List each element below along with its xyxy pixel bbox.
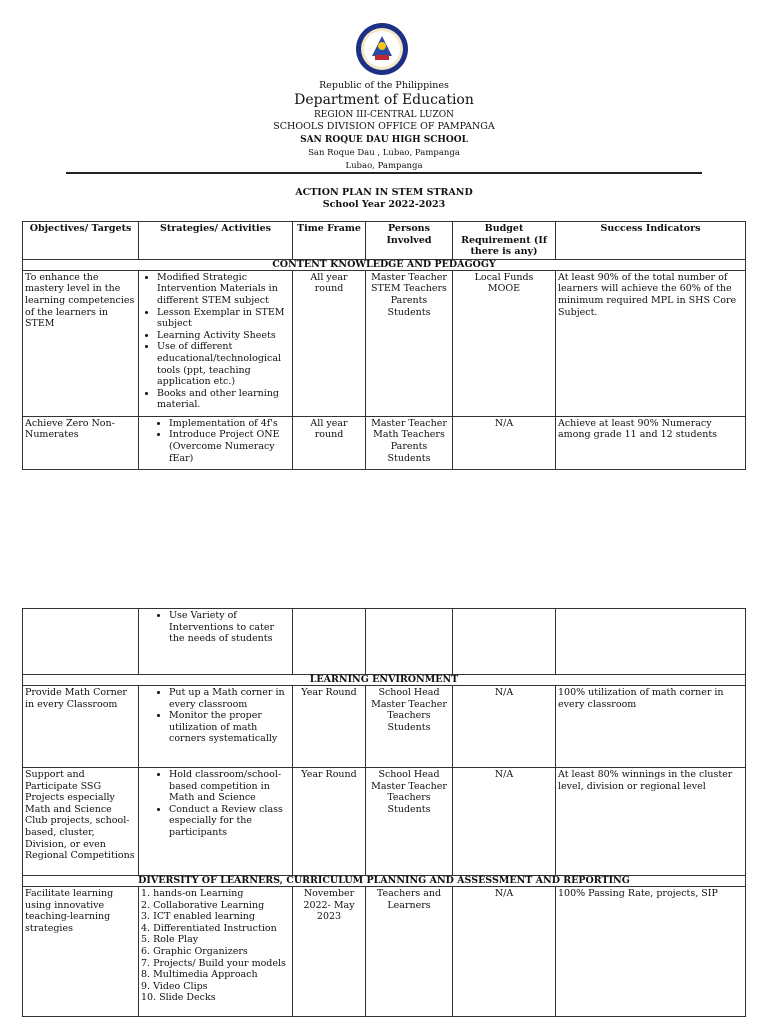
list-item: • Use Variety of Interventions to cater the needs of students bbox=[169, 610, 290, 645]
list-item: 5. Role Play bbox=[141, 934, 199, 946]
list-item: 9. Video Clips bbox=[141, 980, 208, 992]
column-header: Objectives/ Targets bbox=[23, 222, 139, 260]
column-header: Time Frame bbox=[293, 222, 366, 260]
persons-cell bbox=[366, 686, 453, 768]
action-plan-table-page2 bbox=[22, 608, 746, 1017]
person-entry: Parents bbox=[390, 440, 428, 452]
indicator-cell: At least 80% winnings in the cluster level, division or regional level bbox=[556, 768, 746, 876]
strategies-cell bbox=[139, 768, 293, 876]
table-row bbox=[23, 609, 746, 675]
persons-cell: Teachers and Learners bbox=[366, 887, 453, 1017]
list-item: 3. ICT enabled learning bbox=[141, 911, 255, 923]
header-region: REGION III-CENTRAL LUZON bbox=[314, 110, 454, 120]
list-item: 1. hands-on Learning bbox=[141, 888, 244, 899]
persons-cell bbox=[366, 609, 453, 675]
header-divider bbox=[66, 172, 702, 174]
budget-entry: MOOE bbox=[487, 283, 521, 295]
person-entry: Students bbox=[387, 452, 431, 464]
budget-cell: N/A bbox=[453, 768, 556, 876]
person-entry: STEM Teachers bbox=[371, 283, 447, 295]
person-entry: Students bbox=[387, 721, 431, 733]
list-item: • Lesson Exemplar in STEM subject bbox=[157, 307, 290, 330]
header-address: San Roque Dau , Lubao, Pampanga bbox=[308, 148, 460, 158]
budget-cell: N/A bbox=[453, 416, 556, 469]
list-item: 6. Graphic Organizers bbox=[141, 945, 248, 957]
section-row bbox=[23, 675, 746, 686]
list-item: 10. Slide Decks bbox=[141, 992, 216, 1004]
time-frame-cell: All year round bbox=[293, 416, 366, 469]
person-entry: Math Teachers bbox=[373, 429, 445, 441]
person-entry: Master Teacher bbox=[371, 271, 447, 283]
list-item: • Learning Activity Sheets bbox=[157, 330, 290, 342]
list-item: 8. Multimedia Approach bbox=[141, 969, 258, 981]
person-entry: Teachers bbox=[387, 710, 431, 722]
list-item: • Hold classroom/school-based competition in Math and Science bbox=[169, 769, 290, 804]
objective-cell bbox=[23, 609, 139, 675]
time-frame-cell: All year round bbox=[293, 270, 366, 416]
list-item: • Books and other learning material. bbox=[157, 388, 290, 411]
header-division: SCHOOLS DIVISION OFFICE OF PAMPANGA bbox=[273, 121, 495, 132]
budget-cell bbox=[453, 609, 556, 675]
person-entry: Parents bbox=[390, 294, 428, 306]
deped-seal-logo bbox=[355, 22, 409, 76]
person-entry: Teachers bbox=[387, 792, 431, 804]
person-entry: Master Teacher bbox=[371, 780, 447, 792]
objective-cell: Provide Math Corner in every Classroom bbox=[23, 686, 139, 768]
table-header-row bbox=[23, 222, 746, 260]
budget-cell: N/A bbox=[453, 686, 556, 768]
budget-entry: Local Funds bbox=[474, 271, 534, 283]
person-entry: Master Teacher bbox=[371, 417, 447, 429]
list-item: • Use of different educational/technological tools (ppt, teaching application etc.) bbox=[157, 341, 290, 387]
table-row bbox=[23, 416, 746, 469]
action-plan-table-page1 bbox=[22, 221, 746, 470]
objective-cell: Support and Participate SSG Projects especially Math and Science Club projects, school-based, cluster, Division, or even Regional Competitions bbox=[23, 768, 139, 876]
indicator-cell: 100% Passing Rate, projects, SIP bbox=[556, 887, 746, 1017]
section-title: DIVERSITY OF LEARNERS, CURRICULUM PLANNING AND ASSESSMENT AND REPORTING bbox=[23, 876, 746, 887]
list-item: • Implementation of 4f's bbox=[169, 418, 290, 430]
person-entry: School Head bbox=[378, 769, 440, 780]
header-department: Department of Education bbox=[294, 92, 474, 108]
table-row bbox=[23, 686, 746, 768]
strategies-cell bbox=[139, 686, 293, 768]
person-entry: Master Teacher bbox=[371, 698, 447, 710]
person-entry: School Head bbox=[378, 687, 440, 698]
list-item: • Monitor the proper utilization of math corners systematically bbox=[169, 710, 290, 745]
time-frame-cell: Year Round bbox=[293, 686, 366, 768]
indicator-cell: At least 90% of the total number of learners will achieve the 60% of the minimum required MPL in SHS Core Subject. bbox=[556, 270, 746, 416]
objective-cell: Facilitate learning using innovative teaching-learning strategies bbox=[23, 887, 139, 1017]
persons-cell bbox=[366, 270, 453, 416]
list-item: 4. Differentiated Instruction bbox=[141, 922, 277, 934]
table-row bbox=[23, 887, 746, 1017]
header-republic: Republic of the Philippines bbox=[319, 80, 449, 91]
section-row bbox=[23, 259, 746, 270]
list-item: • Modified Strategic Intervention Materials in different STEM subject bbox=[157, 272, 290, 307]
list-item: • Conduct a Review class especially for the participants bbox=[169, 804, 290, 839]
person-entry: Students bbox=[387, 803, 431, 815]
document-title: ACTION PLAN IN STEM STRAND bbox=[295, 187, 473, 198]
strategies-cell bbox=[139, 887, 293, 1017]
time-frame-cell: November 2022- May 2023 bbox=[293, 887, 366, 1017]
objective-cell: To enhance the mastery level in the learning competencies of the learners in STEM bbox=[23, 270, 139, 416]
column-header: Persons Involved bbox=[366, 222, 453, 260]
persons-cell bbox=[366, 416, 453, 469]
document-subtitle: School Year 2022-2023 bbox=[322, 199, 446, 210]
persons-cell bbox=[366, 768, 453, 876]
objective-cell: Achieve Zero Non-Numerates bbox=[23, 416, 139, 469]
indicator-cell: 100% utilization of math corner in every classroom bbox=[556, 686, 746, 768]
section-title: CONTENT KNOWLEDGE AND PEDAGOGY bbox=[23, 259, 746, 270]
column-header: Success Indicators bbox=[556, 222, 746, 260]
indicator-cell: Achieve at least 90% Numeracy among grade 11 and 12 students bbox=[556, 416, 746, 469]
column-header: Budget Requirement (If there is any) bbox=[453, 222, 556, 260]
budget-cell bbox=[453, 270, 556, 416]
list-item: • Introduce Project ONE (Overcome Numeracy fEar) bbox=[169, 429, 290, 464]
column-header: Strategies/ Activities bbox=[139, 222, 293, 260]
strategies-cell bbox=[139, 609, 293, 675]
list-item: • Put up a Math corner in every classroom bbox=[169, 687, 290, 710]
person-entry: Students bbox=[387, 306, 431, 318]
indicator-cell bbox=[556, 609, 746, 675]
table-row bbox=[23, 270, 746, 416]
section-title: LEARNING ENVIRONMENT bbox=[23, 675, 746, 686]
section-row bbox=[23, 876, 746, 887]
header-school: SAN ROQUE DAU HIGH SCHOOL bbox=[300, 135, 468, 145]
budget-cell: N/A bbox=[453, 887, 556, 1017]
strategies-cell bbox=[139, 270, 293, 416]
list-item: 2. Collaborative Learning bbox=[141, 899, 265, 911]
time-frame-cell bbox=[293, 609, 366, 675]
header-town: Lubao, Pampanga bbox=[345, 161, 423, 171]
table-row bbox=[23, 768, 746, 876]
time-frame-cell: Year Round bbox=[293, 768, 366, 876]
strategies-cell bbox=[139, 416, 293, 469]
list-item: 7. Projects/ Build your models bbox=[141, 957, 286, 969]
